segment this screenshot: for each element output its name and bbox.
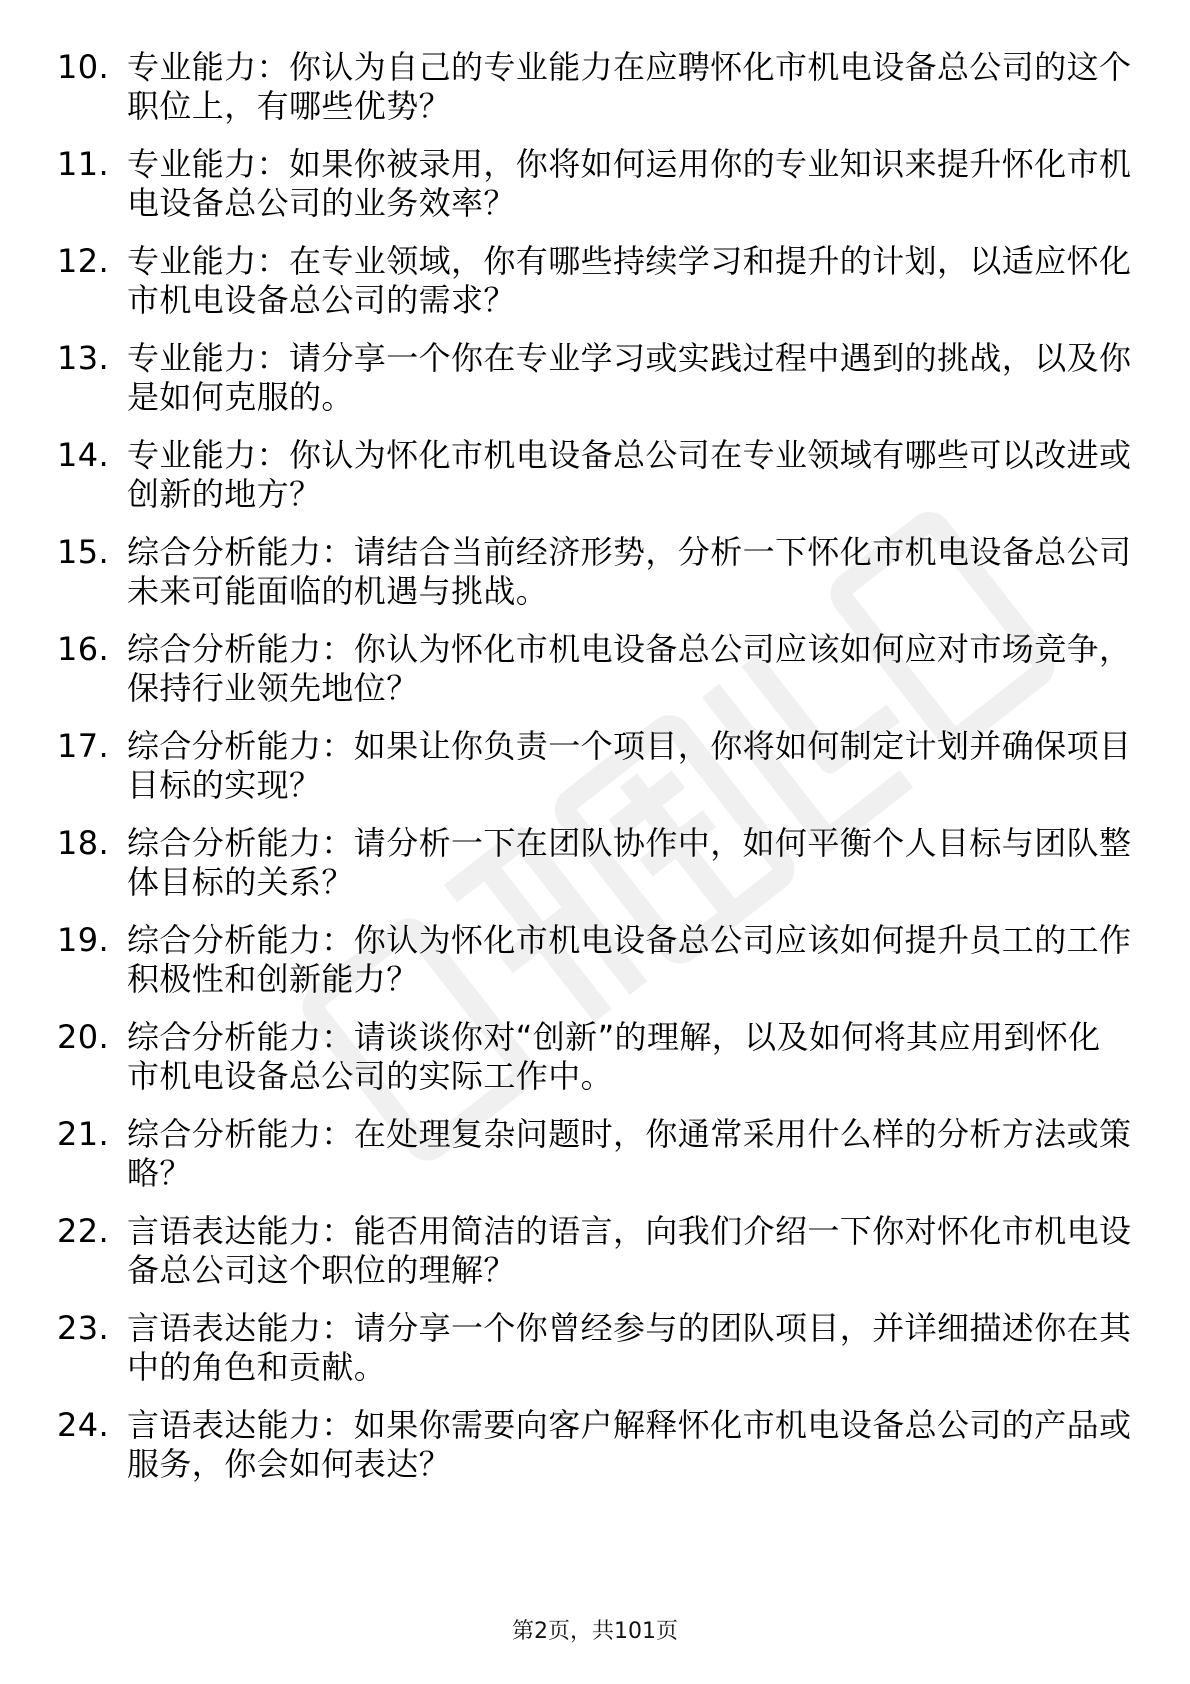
question-number: 17.	[57, 727, 110, 765]
question-number: 15.	[57, 533, 110, 571]
question-list	[57, 48, 1137, 1503]
question-item	[57, 242, 1137, 320]
question-number: 13.	[57, 339, 110, 377]
question-number: 24.	[57, 1406, 110, 1444]
question-item	[57, 630, 1137, 708]
question-text: 综合分析能力：在处理复杂问题时，你通常采用什么样的分析方法或策略？	[127, 1115, 1132, 1192]
question-number: 19.	[57, 921, 110, 959]
question-number: 10.	[57, 48, 110, 86]
question-number: 18.	[57, 824, 110, 862]
question-text: 综合分析能力：请结合当前经济形势，分析一下怀化市机电设备总公司未来可能面临的机遇与挑战。	[127, 533, 1132, 610]
question-number: 20.	[57, 1018, 110, 1056]
question-text: 综合分析能力：如果让你负责一个项目，你将如何制定计划并确保项目目标的实现？	[127, 727, 1132, 804]
question-number: 14.	[57, 436, 110, 474]
question-item	[57, 1406, 1137, 1484]
question-text: 言语表达能力：请分享一个你曾经参与的团队项目，并详细描述你在其中的角色和贡献。	[127, 1309, 1132, 1386]
question-text: 言语表达能力：如果你需要向客户解释怀化市机电设备总公司的产品或服务，你会如何表达？	[127, 1406, 1132, 1483]
question-item	[57, 145, 1137, 223]
question-item	[57, 1115, 1137, 1193]
question-number: 16.	[57, 630, 110, 668]
page-footer	[0, 1618, 1190, 1646]
question-text: 综合分析能力：你认为怀化市机电设备总公司应该如何应对市场竞争，保持行业领先地位？	[127, 630, 1132, 707]
question-text: 专业能力：你认为怀化市机电设备总公司在专业领域有哪些可以改进或创新的地方？	[127, 436, 1132, 513]
question-text: 专业能力：在专业领域，你有哪些持续学习和提升的计划，以适应怀化市机电设备总公司的需求？	[127, 242, 1132, 319]
question-item	[57, 824, 1137, 902]
question-item	[57, 533, 1137, 611]
question-number: 21.	[57, 1115, 110, 1153]
question-item	[57, 48, 1137, 126]
question-text: 言语表达能力：能否用简洁的语言，向我们介绍一下你对怀化市机电设备总公司这个职位的理解？	[127, 1212, 1132, 1289]
question-item	[57, 921, 1137, 999]
question-item	[57, 1309, 1137, 1387]
question-item	[57, 436, 1137, 514]
question-text: 综合分析能力：你认为怀化市机电设备总公司应该如何提升员工的工作积极性和创新能力？	[127, 921, 1132, 998]
question-number: 22.	[57, 1212, 110, 1250]
question-text: 综合分析能力：请谈谈你对“创新”的理解，以及如何将其应用到怀化市机电设备总公司的实际工作中。	[127, 1018, 1101, 1095]
question-number: 11.	[57, 145, 110, 183]
question-text: 专业能力：如果你被录用，你将如何运用你的专业知识来提升怀化市机电设备总公司的业务效率？	[127, 145, 1132, 222]
question-text: 专业能力：请分享一个你在专业学习或实践过程中遇到的挑战，以及你是如何克服的。	[127, 339, 1132, 416]
question-number: 12.	[57, 242, 110, 280]
question-text: 专业能力：你认为自己的专业能力在应聘怀化市机电设备总公司的这个职位上，有哪些优势？	[127, 48, 1132, 125]
question-text: 综合分析能力：请分析一下在团队协作中，如何平衡个人目标与团队整体目标的关系？	[127, 824, 1132, 901]
question-number: 23.	[57, 1309, 110, 1347]
page-number-label: 第2页，共101页	[512, 1619, 678, 1644]
question-item	[57, 1018, 1137, 1096]
question-item	[57, 1212, 1137, 1290]
question-item	[57, 727, 1137, 805]
question-item	[57, 339, 1137, 417]
